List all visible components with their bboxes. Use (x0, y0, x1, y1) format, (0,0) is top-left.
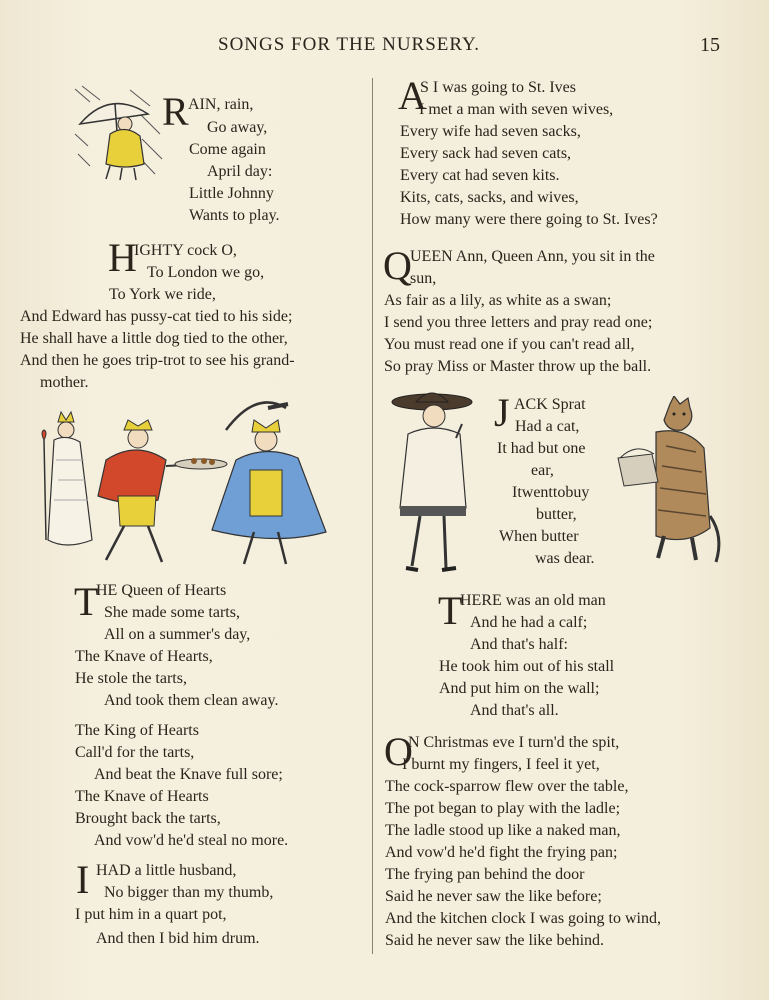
christmas-line-9: And the kitchen clock I was going to wind, (385, 910, 661, 927)
dropcap-t-queen: T (74, 579, 99, 624)
oldman-line-6: And that's all. (470, 702, 559, 719)
page-header (0, 34, 769, 58)
jack-line-8: was dear. (535, 550, 595, 567)
christmas-line-10: Said he never saw the like behind. (385, 932, 605, 949)
ives-line-5: Every cat had seven kits. (400, 167, 560, 184)
rain-line-1: AIN, rain, (188, 96, 254, 113)
jack-line-2: Had a cat, (515, 418, 580, 435)
jack-line-7: When butter (499, 528, 579, 545)
ann-line-2: sun, (410, 270, 437, 287)
ann-line-4: I send you three letters and pray read one; (384, 314, 653, 331)
jack-line-6: butter, (536, 506, 577, 523)
jack-line-5: Itwenttobuy (512, 484, 590, 501)
jack-sprat-illustration (386, 388, 486, 578)
oldman-line-5: And put him on the wall; (439, 680, 600, 697)
husband-line-1: HAD a little husband, (96, 862, 237, 879)
queen-line-3: All on a summer's day, (104, 626, 251, 643)
highty-line-6: And then he goes trip-trot to see his grand- (20, 352, 295, 369)
oldman-line-2: And he had a calf; (470, 614, 588, 631)
christmas-line-4: The pot began to play with the ladle; (385, 800, 621, 817)
rain-line-2: Go away, (207, 119, 268, 136)
christmas-line-8: Said he never saw the like before; (385, 888, 602, 905)
ives-line-7: How many were there going to St. Ives? (400, 211, 658, 228)
christmas-line-1: N Christmas eve I turn'd the spit, (408, 734, 620, 751)
rain-line-6: Wants to play. (189, 207, 280, 224)
highty-line-5: He shall have a little dog tied to the other, (20, 330, 288, 347)
jack-line-3: It had but one (497, 440, 586, 457)
ann-line-6: So pray Miss or Master throw up the ball. (384, 358, 652, 375)
christmas-line-7: The frying pan behind the door (385, 866, 585, 883)
husband-line-4: And then I bid him drum. (96, 930, 260, 947)
dropcap-r: R (162, 89, 189, 134)
queen-line-4: The Knave of Hearts, (75, 648, 213, 665)
dropcap-q: Q (383, 243, 412, 288)
dropcap-j: J (494, 390, 510, 435)
queen-line-6: And took them clean away. (104, 692, 279, 709)
dropcap-a: A (398, 73, 427, 118)
ives-line-4: Every sack had seven cats, (400, 145, 572, 162)
page-number: 15 (700, 34, 720, 56)
column-divider (372, 78, 373, 954)
king-line-4: The Knave of Hearts (75, 788, 209, 805)
ann-line-5: You must read one if you can't read all, (384, 336, 635, 353)
christmas-line-6: And vow'd he'd fight the frying pan; (385, 844, 618, 861)
husband-line-3: I put him in a quart pot, (75, 906, 227, 923)
rain-line-3: Come again (189, 141, 266, 158)
king-line-5: Brought back the tarts, (75, 810, 221, 827)
ives-line-6: Kits, cats, sacks, and wives, (400, 189, 579, 206)
queen-line-1: HE Queen of Hearts (96, 582, 227, 599)
husband-line-2: No bigger than my thumb, (104, 884, 274, 901)
ives-line-1: S I was going to St. Ives (420, 79, 576, 96)
oldman-line-3: And that's half: (470, 636, 568, 653)
jack-line-4: ear, (531, 462, 554, 479)
rain-line-5: Little Johnny (189, 185, 274, 202)
highty-line-2: To London we go, (147, 264, 265, 281)
running-title: SONGS FOR THE NURSERY. (218, 34, 481, 55)
ann-line-1: UEEN Ann, Queen Ann, you sit in the (410, 248, 655, 265)
king-line-1: The King of Hearts (75, 722, 199, 739)
oldman-line-4: He took him out of his stall (439, 658, 615, 675)
highty-line-4: And Edward has pussy-cat tied to his side; (20, 308, 293, 325)
christmas-line-3: The cock-sparrow flew over the table, (385, 778, 629, 795)
dropcap-t-oldman: T (438, 588, 463, 633)
christmas-line-2: I burnt my fingers, I feel it yet, (402, 756, 600, 773)
queen-line-5: He stole the tarts, (75, 670, 187, 687)
king-line-3: And beat the Knave full sore; (94, 766, 283, 783)
umbrella-child-illustration (70, 84, 165, 184)
dropcap-h: H (108, 235, 137, 280)
highty-line-3: To York we ride, (109, 286, 216, 303)
queen-line-2: She made some tarts, (104, 604, 240, 621)
rain-line-4: April day: (207, 163, 273, 180)
ann-line-3: As fair as a lily, as white as a swan; (384, 292, 612, 309)
ives-line-2: I met a man with seven wives, (419, 101, 614, 118)
highty-line-1: IGHTY cock O, (134, 242, 237, 259)
cat-with-basket-illustration (616, 396, 726, 566)
king-line-6: And vow'd he'd steal no more. (94, 832, 289, 849)
king-line-2: Call'd for the tarts, (75, 744, 195, 761)
highty-line-7: mother. (40, 374, 89, 391)
jack-line-1: ACK Sprat (514, 396, 586, 413)
dropcap-o: O (384, 729, 413, 774)
ives-line-3: Every wife had seven sacks, (400, 123, 581, 140)
oldman-line-1: HERE was an old man (460, 592, 606, 609)
dropcap-i: I (76, 857, 90, 902)
christmas-line-5: The ladle stood up like a naked man, (385, 822, 621, 839)
king-queen-knave-illustration (36, 400, 336, 572)
